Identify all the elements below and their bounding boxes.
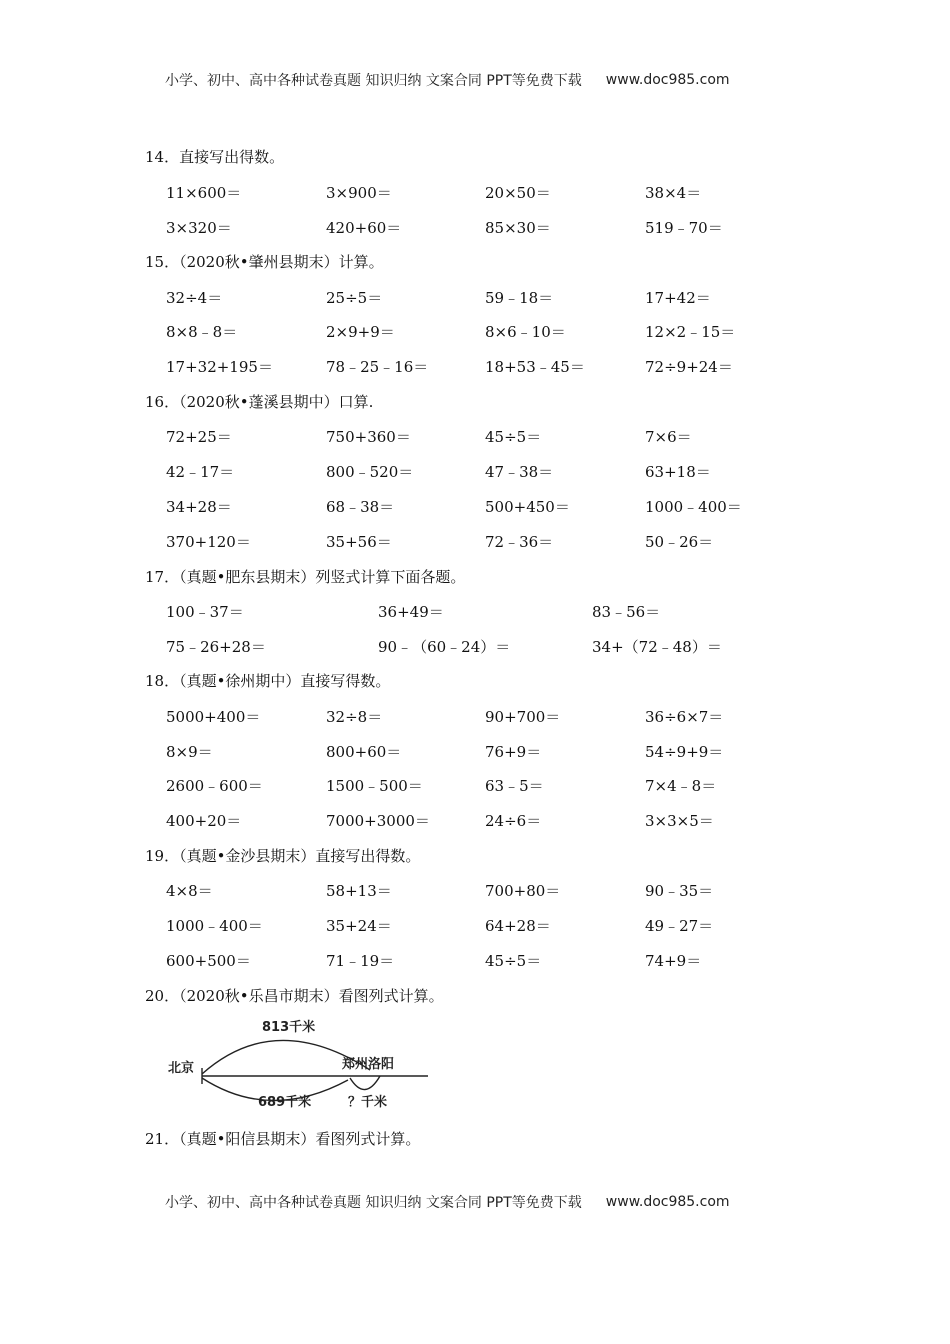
diagram-top-label: 813千米 [262,1020,316,1035]
question-16-title: 16．（2020秋•蓬溪县期中）口算. [145,393,374,411]
problem: 45÷5＝ [485,428,542,446]
problem: 7000+3000＝ [326,812,430,830]
problem: 72+25＝ [166,428,232,446]
problem: 8×9＝ [166,743,213,761]
problem: 90﹣（60﹣24）＝ [378,638,511,656]
header-text: 小学、初中、高中各种试卷真题 知识归纳 文案合同 PPT等免费下载 [165,73,582,89]
diagram-left-label: 北京 [168,1061,195,1076]
q14-row [166,217,806,239]
page-footer [165,1192,805,1212]
q15-row [166,287,806,309]
problem: 25÷5＝ [326,289,383,307]
problem: 11×600＝ [166,184,242,202]
problem: 90+700＝ [485,708,561,726]
diagram-bottom-right-label: ？千米 [348,1095,388,1110]
q18-row [166,810,806,832]
problem: 72÷9+24＝ [645,358,733,376]
problem: 17+32+195＝ [166,358,273,376]
problem: 85×30＝ [485,219,551,237]
problem: 64+28＝ [485,917,551,935]
problem: 18+53﹣45＝ [485,358,585,376]
footer-text: 小学、初中、高中各种试卷真题 知识归纳 文案合同 PPT等免费下载 [165,1195,582,1211]
problem: 36÷6×7＝ [645,708,724,726]
problem: 42﹣17＝ [166,463,235,481]
q16-row [166,531,806,553]
problem: 35+56＝ [326,533,392,551]
problem: 7×4﹣8＝ [645,777,717,795]
question-21-title: 21．（真题•阳信县期末）看图列式计算。 [145,1130,421,1148]
problem: 370+120＝ [166,533,251,551]
diagram-right-label: 郑州洛阳 [342,1057,395,1072]
footer-url[interactable]: www.doc985.com [605,1194,730,1210]
problem: 35+24＝ [326,917,392,935]
problem: 74+9＝ [645,952,702,970]
question-19-title: 19．（真题•金沙县期末）直接写出得数。 [145,847,421,865]
problem: 2600﹣600＝ [166,777,263,795]
problem: 34+28＝ [166,498,232,516]
problem: 58+13＝ [326,882,392,900]
problem: 20×50＝ [485,184,551,202]
q18-row [166,741,806,763]
problem: 38×4＝ [645,184,702,202]
problem: 400+20＝ [166,812,242,830]
diagram-bottom-left-label: 689千米 [258,1095,312,1110]
problem: 76+9＝ [485,743,542,761]
q16-row [166,426,806,448]
problem: 519﹣70＝ [645,219,723,237]
problem: 1000﹣400＝ [166,917,263,935]
q19-row [166,950,806,972]
problem: 68﹣38＝ [326,498,395,516]
page-header [165,70,805,90]
problem: 75﹣26+28＝ [166,638,266,656]
problem: 32÷8＝ [326,708,383,726]
q18-row [166,775,806,797]
q16-row [166,496,806,518]
problem: 3×320＝ [166,219,232,237]
problem: 12×2﹣15＝ [645,323,736,341]
problem: 7×6＝ [645,428,692,446]
problem: 36+49＝ [378,603,444,621]
problem: 63+18＝ [645,463,711,481]
question-20-title: 20．（2020秋•乐昌市期末）看图列式计算。 [145,987,444,1005]
problem: 800﹣520＝ [326,463,414,481]
problem: 5000+400＝ [166,708,261,726]
problem: 63﹣5＝ [485,777,544,795]
problem: 59﹣18＝ [485,289,554,307]
problem: 78﹣25﹣16＝ [326,358,429,376]
problem: 49﹣27＝ [645,917,714,935]
problem: 420+60＝ [326,219,402,237]
question-17-title: 17．（真题•肥东县期末）列竖式计算下面各题。 [145,568,466,586]
problem: 500+450＝ [485,498,570,516]
q17-row [166,636,806,658]
bottom-right-arc [350,1076,380,1090]
header-url[interactable]: www.doc985.com [605,72,730,88]
problem: 54÷9+9＝ [645,743,724,761]
problem: 83﹣56＝ [592,603,661,621]
q16-row [166,461,806,483]
q18-row [166,706,806,728]
q17-row [166,601,806,623]
q19-row [166,880,806,902]
question-15-title: 15．（2020秋•肇州县期末）计算。 [145,253,384,271]
distance-diagram [160,1014,430,1114]
q15-row [166,356,806,378]
problem: 600+500＝ [166,952,251,970]
problem: 45÷5＝ [485,952,542,970]
problem: 72﹣36＝ [485,533,554,551]
problem: 800+60＝ [326,743,402,761]
q15-row [166,321,806,343]
q19-row [166,915,806,937]
problem: 90﹣35＝ [645,882,714,900]
problem: 3×3×5＝ [645,812,714,830]
problem: 34+（72﹣48）＝ [592,638,722,656]
problem: 50﹣26＝ [645,533,714,551]
problem: 700+80＝ [485,882,561,900]
problem: 32÷4＝ [166,289,223,307]
problem: 71﹣19＝ [326,952,395,970]
question-18-title: 18．（真题•徐州期中）直接写得数。 [145,672,391,690]
problem: 17+42＝ [645,289,711,307]
question-14-title: 14．直接写出得数。 [145,148,285,166]
problem: 8×8﹣8＝ [166,323,238,341]
problem: 2×9+9＝ [326,323,395,341]
problem: 1500﹣500＝ [326,777,423,795]
problem: 1000﹣400＝ [645,498,742,516]
problem: 750+360＝ [326,428,411,446]
problem: 3×900＝ [326,184,392,202]
q14-row [166,182,806,204]
problem: 8×6﹣10＝ [485,323,566,341]
problem: 24÷6＝ [485,812,542,830]
problem: 100﹣37＝ [166,603,244,621]
problem: 47﹣38＝ [485,463,554,481]
problem: 4×8＝ [166,882,213,900]
